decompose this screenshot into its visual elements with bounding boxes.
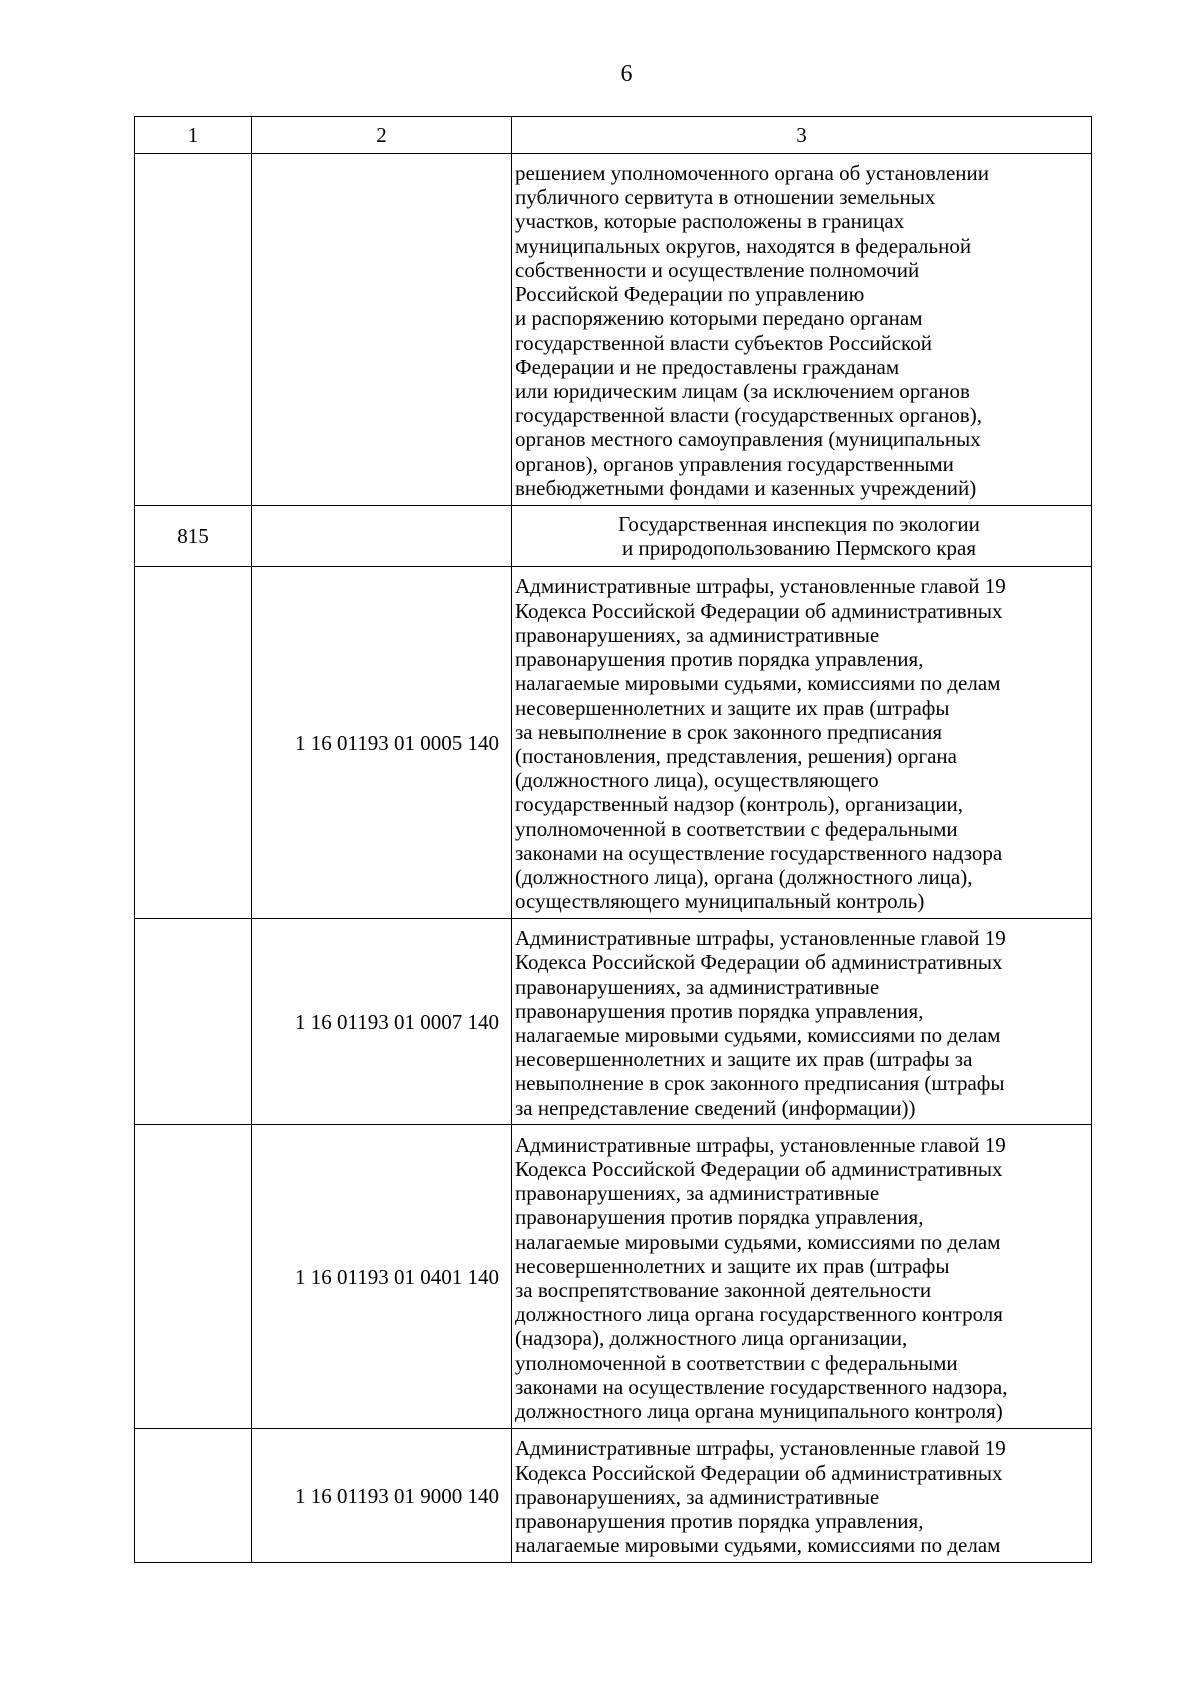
text-line: несовершеннолетних и защите их прав (штрафы [515, 695, 950, 720]
text-line: правонарушения против порядка управления, [515, 1509, 924, 1533]
text-line: правонарушениях, за административные [515, 1181, 880, 1206]
row-description [512, 1429, 1092, 1563]
text-line: должностного лица органа муниципального контроля) [515, 1398, 1003, 1423]
text-line: Административные штрафы, установленные главой 19 [515, 1436, 1006, 1461]
row-description [512, 154, 1092, 506]
text-line: публичного сервитута в отношении земельных [515, 185, 936, 210]
column-header-3: 3 [512, 117, 1092, 154]
text-line: невыполнение в срок законного предписания (штрафы [515, 1071, 1005, 1096]
text-line: собственности и осуществление полномочий [515, 257, 920, 282]
empty-cell [135, 919, 252, 1125]
empty-cell [135, 1125, 252, 1429]
empty-cell [135, 154, 252, 506]
text-line: государственный надзор (контроль), организации, [515, 792, 964, 817]
text-line: (должностного лица), органа (должностного лица), [515, 864, 973, 889]
table-row-continuation [135, 154, 1092, 506]
empty-cell [135, 1429, 252, 1563]
budget-code: 1 16 01193 01 0401 140 [252, 1125, 512, 1429]
text-line: Административные штрафы, установленные главой 19 [515, 1132, 1006, 1157]
text-line: государственной власти субъектов Российской [515, 330, 932, 355]
text-line: несовершеннолетних и защите их прав (штрафы [515, 1253, 950, 1278]
table-row [135, 567, 1092, 919]
text-line: (надзора), должностного лица организации, [515, 1326, 908, 1351]
budget-code: 1 16 01193 01 9000 140 [252, 1429, 512, 1563]
text-line: Административные штрафы, установленные главой 19 [515, 926, 1006, 951]
text-line: несовершеннолетних и защите их прав (штрафы за [515, 1047, 973, 1072]
text-line: законами на осуществление государственного надзора, [515, 1374, 1008, 1399]
budget-codes-table [134, 116, 1092, 1563]
text-line: правонарушениях, за административные [515, 1484, 880, 1509]
text-line: органов), органов управления государственными [515, 451, 954, 476]
text-line: муниципальных округов, находятся в федеральной [515, 233, 972, 258]
text-line: за воспрепятствование законной деятельности [515, 1277, 932, 1302]
text-line: налагаемые мировыми судьями, комиссиями по делам [515, 1229, 1001, 1254]
text-line: правонарушения против порядка управления, [515, 1205, 924, 1230]
table-row [135, 1429, 1092, 1563]
row-description [512, 567, 1092, 919]
column-header-2: 2 [252, 117, 512, 154]
text-line: налагаемые мировыми судьями, комиссиями по делам [515, 671, 1001, 696]
text-line: уполномоченной в соответствии с федеральными [515, 816, 958, 841]
table-row [135, 1125, 1092, 1429]
text-line: или юридическим лицам (за исключением органов [515, 378, 970, 403]
table-row-org [135, 506, 1092, 567]
text-line: (постановления, представления, решения) органа [515, 743, 957, 768]
row-description [512, 1125, 1092, 1429]
text-line: Кодекса Российской Федерации об административных [515, 1156, 1003, 1181]
row-description [512, 919, 1092, 1125]
text-line: участков, которые расположены в границах [515, 209, 905, 234]
text-line: Кодекса Российской Федерации об административных [515, 1460, 1003, 1485]
column-header-1: 1 [135, 117, 252, 154]
text-line: государственной власти (государственных органов), [515, 403, 982, 428]
text-line: правонарушения против порядка управления, [515, 647, 924, 672]
org-code: 815 [135, 506, 252, 567]
text-line: налагаемые мировыми судьями, комиссиями по делам [515, 1533, 1001, 1558]
budget-code: 1 16 01193 01 0005 140 [252, 567, 512, 919]
org-name-line: и природопользованию Пермского края [621, 536, 977, 561]
org-name [512, 506, 1092, 567]
empty-cell [252, 154, 512, 506]
text-line: должностного лица органа государственного контроля [515, 1302, 1003, 1327]
text-line: и распоряжению которыми передано органам [515, 306, 923, 331]
text-line: Административные штрафы, установленные главой 19 [515, 574, 1006, 599]
empty-cell [252, 506, 512, 567]
text-line: Кодекса Российской Федерации об административных [515, 950, 1003, 975]
org-name-line: Государственная инспекция по экологии [618, 512, 980, 536]
text-line: решением уполномоченного органа об установлении [515, 161, 990, 186]
text-line: Российской Федерации по управлению [515, 282, 865, 307]
empty-cell [135, 567, 252, 919]
text-line: правонарушения против порядка управления, [515, 998, 924, 1023]
table-header-row [135, 117, 1092, 154]
page-number: 6 [620, 61, 633, 87]
text-line: налагаемые мировыми судьями, комиссиями по делам [515, 1022, 1001, 1047]
text-line: правонарушениях, за административные [515, 622, 880, 647]
text-line: внебюджетными фондами и казенных учреждений) [515, 475, 977, 500]
text-line: законами на осуществление государственного надзора [515, 840, 1003, 865]
text-line: осуществляющего муниципальный контроль) [515, 889, 925, 914]
text-line: (должностного лица), осуществляющего [515, 768, 879, 793]
text-line: Федерации и не предоставлены гражданам [515, 354, 900, 379]
text-line: за невыполнение в срок законного предписания [515, 719, 942, 744]
text-line: органов местного самоуправления (муниципальных [515, 427, 981, 452]
table-row [135, 919, 1092, 1125]
budget-code: 1 16 01193 01 0007 140 [252, 919, 512, 1125]
text-line: Кодекса Российской Федерации об административных [515, 598, 1003, 623]
text-line: правонарушениях, за административные [515, 974, 880, 999]
text-line: уполномоченной в соответствии с федеральными [515, 1350, 958, 1375]
text-line: за непредставление сведений (информации)) [515, 1095, 916, 1120]
